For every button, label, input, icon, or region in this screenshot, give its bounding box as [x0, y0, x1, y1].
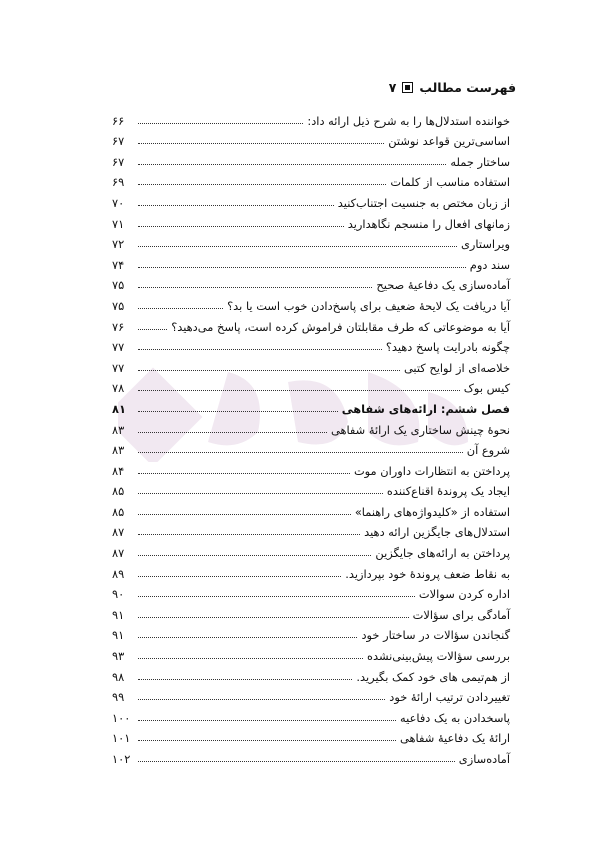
toc-entry-title: خواننده استدلال‌ها را به شرح ذیل ارائه داد: — [307, 113, 510, 128]
toc-entry-title: ویراستاری — [461, 237, 510, 252]
header-page-number: ۷ — [388, 80, 397, 95]
toc-entry-title: پرداختن به ارائه‌های جایگزین — [375, 546, 510, 561]
dot-leader — [138, 761, 455, 762]
dot-leader — [138, 596, 415, 597]
dot-leader — [138, 123, 303, 124]
dot-leader — [138, 452, 463, 453]
toc-entry-title: استفاده از «کلیدواژه‌های راهنما» — [354, 504, 510, 519]
toc-entry-title: زمانهای افعال را منسجم نگاهدارید — [347, 216, 510, 231]
toc-entry — [112, 293, 510, 314]
toc-entry-title: نحوهٔ چینش ساختاری یک ارائهٔ شفاهی — [330, 422, 510, 437]
toc-entry-title: آماده‌سازی — [458, 752, 510, 766]
toc-entry — [112, 643, 510, 664]
toc-entry-title: استدلال‌های جایگزین ارائه دهید — [364, 525, 510, 540]
toc-entry-page: ۷۸ — [112, 381, 125, 396]
running-header — [389, 80, 516, 95]
toc-entry — [112, 314, 510, 335]
toc-entry-title: پرداختن به انتظارات داوران موت — [353, 463, 510, 478]
dot-leader — [138, 411, 338, 412]
toc-entry-page: ۷۶ — [112, 319, 125, 334]
dot-leader — [138, 308, 223, 309]
dot-leader — [138, 740, 396, 741]
square-bullet-icon — [402, 82, 413, 93]
toc-entry-title: کیس بوک — [463, 381, 510, 396]
toc-entry-title: اداره کردن سوالات — [418, 587, 510, 602]
toc-entry-title: ایجاد یک پروندهٔ اقناع‌کننده — [386, 484, 510, 499]
dot-leader — [138, 720, 396, 721]
toc-entry-page: ۹۱ — [112, 607, 125, 622]
toc-entry-page: ۷۴ — [112, 257, 125, 272]
dot-leader — [138, 267, 466, 268]
toc-entry — [112, 211, 510, 232]
toc-entry-page: ۸۵ — [112, 504, 125, 519]
toc-entry-title: سند دوم — [469, 257, 510, 272]
toc-entry-title: شروع آن — [466, 443, 510, 458]
dot-leader — [138, 432, 327, 433]
dot-leader — [138, 534, 360, 535]
dot-leader — [138, 329, 167, 330]
toc-entry-page: ۱۰۱ — [112, 731, 131, 746]
toc-entry — [112, 232, 510, 253]
toc-entry-page: ۸۳ — [112, 422, 125, 437]
toc-entry-page: ۷۲ — [112, 237, 125, 252]
toc-entry-page: ۸۵ — [112, 484, 125, 499]
toc-entry — [112, 417, 510, 438]
toc-entry — [112, 149, 510, 170]
toc-entry — [112, 458, 510, 479]
toc-entry-page: ۸۷ — [112, 546, 125, 561]
toc-entry — [112, 190, 510, 211]
toc-entry-page: ۶۷ — [112, 154, 125, 169]
dot-leader — [138, 576, 341, 577]
dot-leader — [138, 143, 384, 144]
toc-entry-title: ساختار جمله — [450, 154, 510, 169]
dot-leader — [138, 555, 371, 556]
dot-leader — [138, 370, 400, 371]
toc-entry — [112, 746, 510, 767]
toc-entry-page: ۷۷ — [112, 340, 125, 355]
toc-entry-page: ۹۸ — [112, 669, 125, 684]
toc-entry-title: از هم‌تیمی های خود کمک بگیرید. — [356, 669, 510, 684]
toc-entry-page: ۱۰۲ — [112, 752, 131, 766]
toc-entry-title: اساسی‌ترین قواعد نوشتن — [388, 134, 510, 149]
toc-entry — [112, 602, 510, 623]
toc-entry-page: ۷۵ — [112, 298, 125, 313]
toc-entry-page: ۹۳ — [112, 649, 125, 664]
toc-entry-page: ۸۱ — [112, 401, 126, 416]
toc-entry-page: ۸۹ — [112, 566, 125, 581]
toc-entry-page: ۷۰ — [112, 195, 125, 210]
toc-entry-title: استفاده مناسب از کلمات — [390, 175, 510, 190]
toc-entry-page: ۶۷ — [112, 134, 125, 149]
toc-entry-page: ۶۶ — [112, 113, 125, 128]
toc-entry — [112, 705, 510, 726]
toc-entry-page: ۹۱ — [112, 628, 125, 643]
toc-entry — [112, 685, 510, 706]
toc-entry — [112, 520, 510, 541]
toc-entry — [112, 664, 510, 685]
dot-leader — [138, 679, 352, 680]
dot-leader — [138, 390, 460, 391]
toc-entry-page: ۸۴ — [112, 463, 125, 478]
toc-entry-title: پاسخدادن به یک دفاعیه — [400, 710, 510, 725]
toc-entry — [112, 335, 510, 356]
toc-entry-page: ۷۵ — [112, 278, 125, 293]
toc-entry-title: آمادگی برای سؤالات — [412, 607, 510, 622]
toc-entry — [112, 479, 510, 500]
toc-entry-title: آیا دریافت یک لایحهٔ ضعیف برای پاسخ‌دادن خوب است یا بد؟ — [227, 298, 510, 313]
toc-entry-page: ۸۷ — [112, 525, 125, 540]
toc-entry — [112, 129, 510, 150]
toc-entry — [112, 623, 510, 644]
toc-entry-title: بررسی سؤالات پیش‌بینی‌نشده — [367, 649, 510, 664]
dot-leader — [138, 184, 386, 185]
toc-entry-title: از زبان مختص به جنسیت اجتناب‌کنید — [337, 195, 510, 210]
dot-leader — [138, 493, 383, 494]
toc-entry — [112, 355, 510, 376]
toc-entry-title: فصل ششم: ارائه‌های شفاهی — [341, 401, 510, 416]
toc-entry — [112, 726, 510, 747]
dot-leader — [138, 287, 372, 288]
toc-entry-page: ۷۷ — [112, 360, 125, 375]
dot-leader — [138, 473, 350, 474]
toc-entry-page: ۹۹ — [112, 690, 125, 705]
toc-entry — [112, 273, 510, 294]
toc-entry — [112, 438, 510, 459]
table-of-contents — [112, 108, 510, 767]
toc-entry-title: خلاصه‌ای از لوایح کتبی — [403, 360, 510, 375]
toc-entry-title: گنجاندن سؤالات در ساختار خود — [361, 628, 510, 643]
toc-entry — [112, 170, 510, 191]
dot-leader — [138, 637, 357, 638]
toc-entry — [112, 252, 510, 273]
dot-leader — [138, 617, 409, 618]
toc-entry — [112, 499, 510, 520]
toc-entry-page: ۷۱ — [112, 216, 125, 231]
toc-entry — [112, 108, 510, 129]
toc-entry-title: چگونه بادرایت پاسخ دهید؟ — [385, 340, 510, 355]
toc-entry-page: ۱۰۰ — [112, 710, 131, 725]
dot-leader — [138, 164, 446, 165]
toc-chapter-entry — [112, 396, 510, 417]
toc-entry-title: تغییردادن ترتیب ارائهٔ خود — [389, 690, 510, 705]
dot-leader — [138, 205, 334, 206]
toc-entry-page: ۸۳ — [112, 443, 125, 458]
toc-entry-title: آیا به موضوعاتی که طرف مقابلتان فراموش کرده است، پاسخ می‌دهید؟ — [171, 319, 510, 334]
toc-entry-title: ارائهٔ یک دفاعیهٔ شفاهی — [400, 731, 510, 746]
dot-leader — [138, 226, 344, 227]
toc-entry — [112, 540, 510, 561]
toc-entry-title: آماده‌سازی یک دفاعیهٔ صحیح — [376, 278, 510, 293]
header-title: فهرست مطالب — [419, 80, 516, 95]
toc-entry-page: ۹۰ — [112, 587, 125, 602]
dot-leader — [138, 658, 363, 659]
toc-entry — [112, 582, 510, 603]
dot-leader — [138, 349, 382, 350]
toc-entry — [112, 561, 510, 582]
dot-leader — [138, 699, 385, 700]
dot-leader — [138, 514, 351, 515]
toc-entry-page: ۶۹ — [112, 175, 125, 190]
toc-entry-title: به نقاط ضعف پروندهٔ خود بپردازید. — [345, 566, 510, 581]
toc-entry — [112, 376, 510, 397]
dot-leader — [138, 246, 457, 247]
